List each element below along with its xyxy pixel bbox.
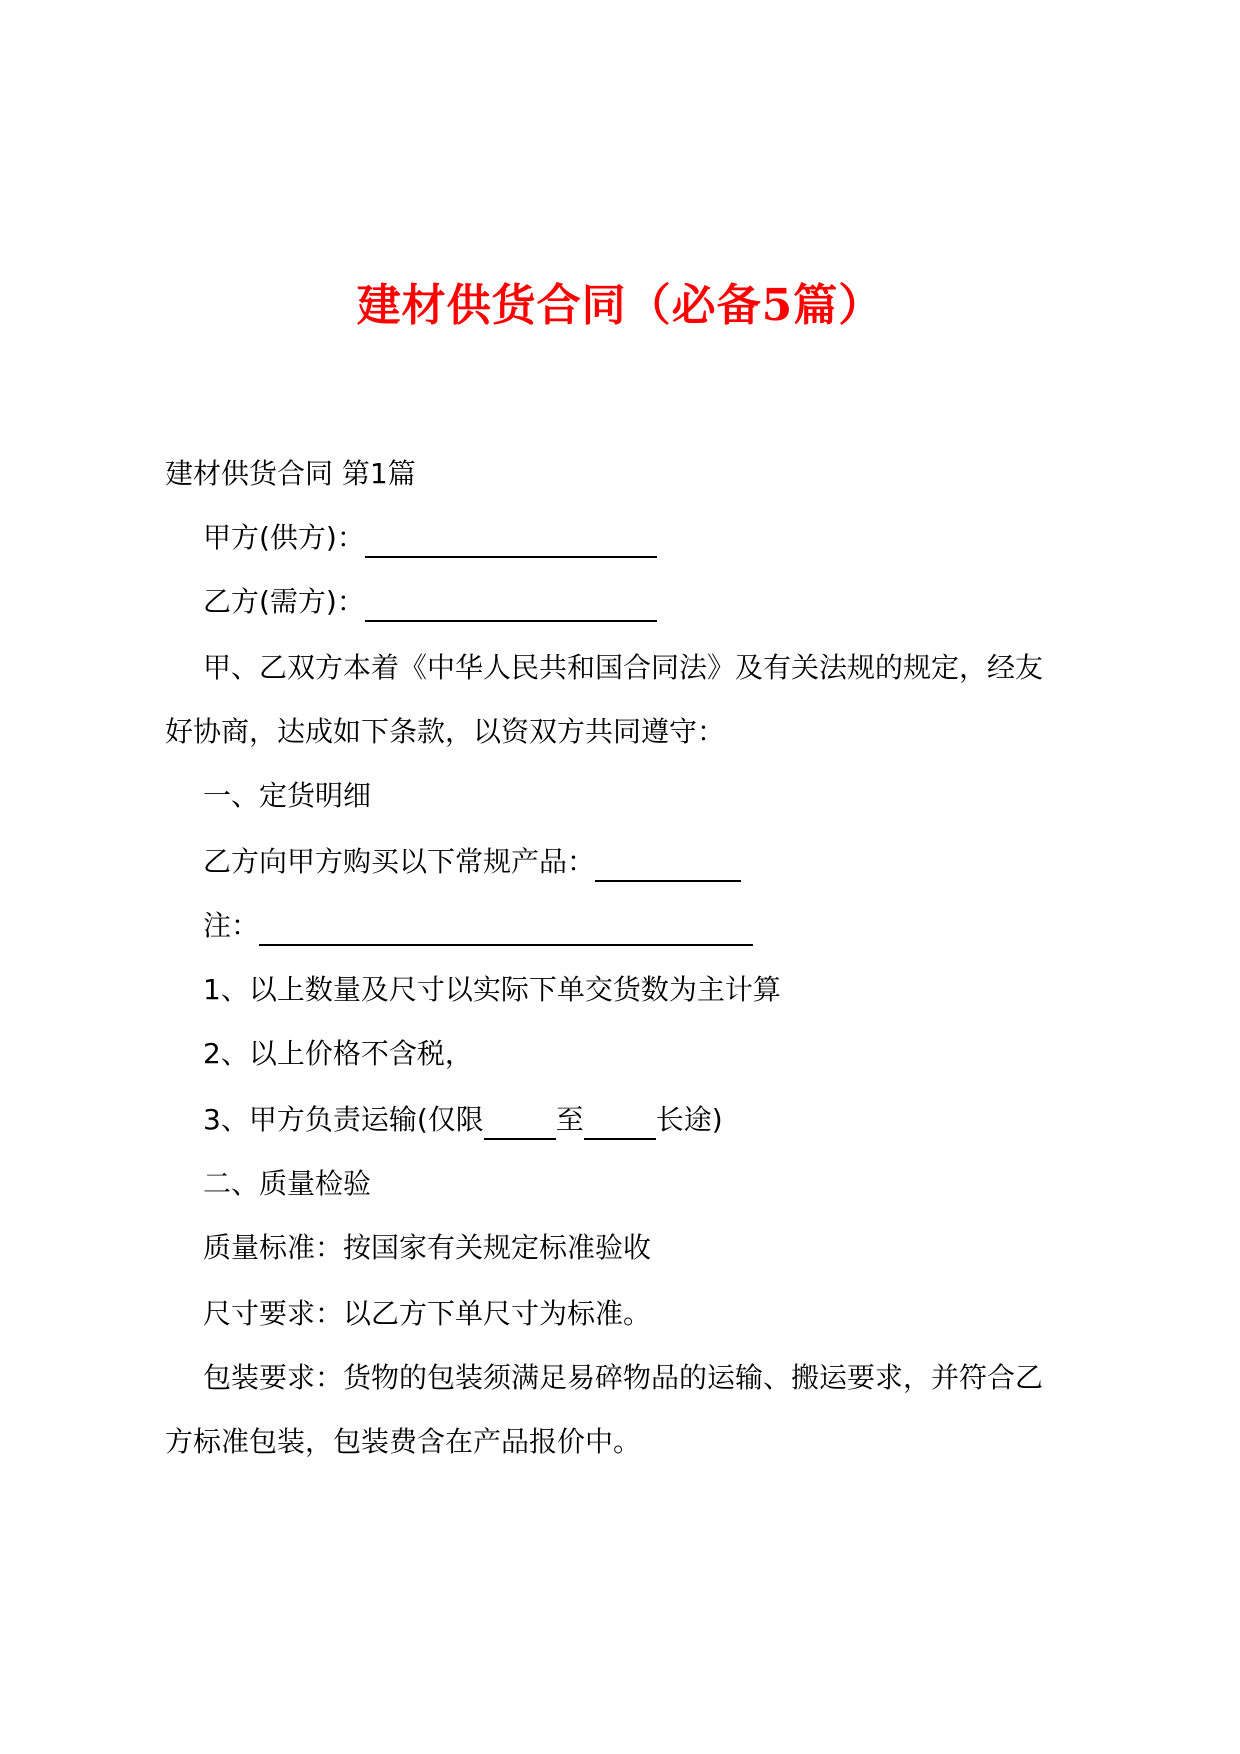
note-label: 注： — [203, 909, 260, 942]
quality-standard: 质量标准：按国家有关规定标准验收 — [203, 1231, 652, 1264]
party-b-blank[interactable] — [365, 588, 657, 622]
party-a-line — [203, 518, 657, 558]
intro-line-1: 甲、乙双方本着《中华人民共和国合同法》及有关法规的规定，经友 — [203, 651, 1044, 684]
note-3-suffix: 长途) — [655, 1103, 723, 1136]
note-3-middle: 至 — [555, 1103, 584, 1136]
section-heading: 建材供货合同 第1篇 — [165, 457, 416, 490]
party-b-label: 乙方(需方)： — [203, 585, 365, 618]
transport-from-blank[interactable] — [484, 1106, 556, 1140]
party-b-line — [203, 582, 657, 622]
note-3 — [203, 1100, 723, 1140]
purchase-label: 乙方向甲方购买以下常规产品： — [203, 845, 596, 878]
note-blank[interactable] — [259, 912, 753, 946]
note-line — [203, 906, 753, 946]
clause1-heading: 一、定货明细 — [203, 779, 372, 812]
note-2: 2、以上价格不含税， — [203, 1037, 473, 1070]
size-requirement: 尺寸要求：以乙方下单尺寸为标准。 — [203, 1297, 652, 1330]
document-title: 建材供货合同（必备5篇） — [356, 280, 884, 331]
note-3-prefix: 3、甲方负责运输(仅限 — [203, 1103, 484, 1136]
party-a-blank[interactable] — [365, 524, 657, 558]
transport-to-blank[interactable] — [584, 1106, 656, 1140]
note-1: 1、以上数量及尺寸以实际下单交货数为主计算 — [203, 973, 781, 1006]
purchase-blank[interactable] — [595, 848, 741, 882]
intro-line-2: 好协商，达成如下条款，以资双方共同遵守： — [165, 715, 726, 748]
packaging-line-2: 方标准包装，包装费含在产品报价中。 — [165, 1425, 642, 1458]
packaging-line-1: 包装要求：货物的包装须满足易碎物品的运输、搬运要求，并符合乙 — [203, 1361, 1044, 1394]
purchase-line — [203, 842, 741, 882]
party-a-label: 甲方(供方)： — [203, 521, 365, 554]
clause2-heading: 二、质量检验 — [203, 1167, 372, 1200]
